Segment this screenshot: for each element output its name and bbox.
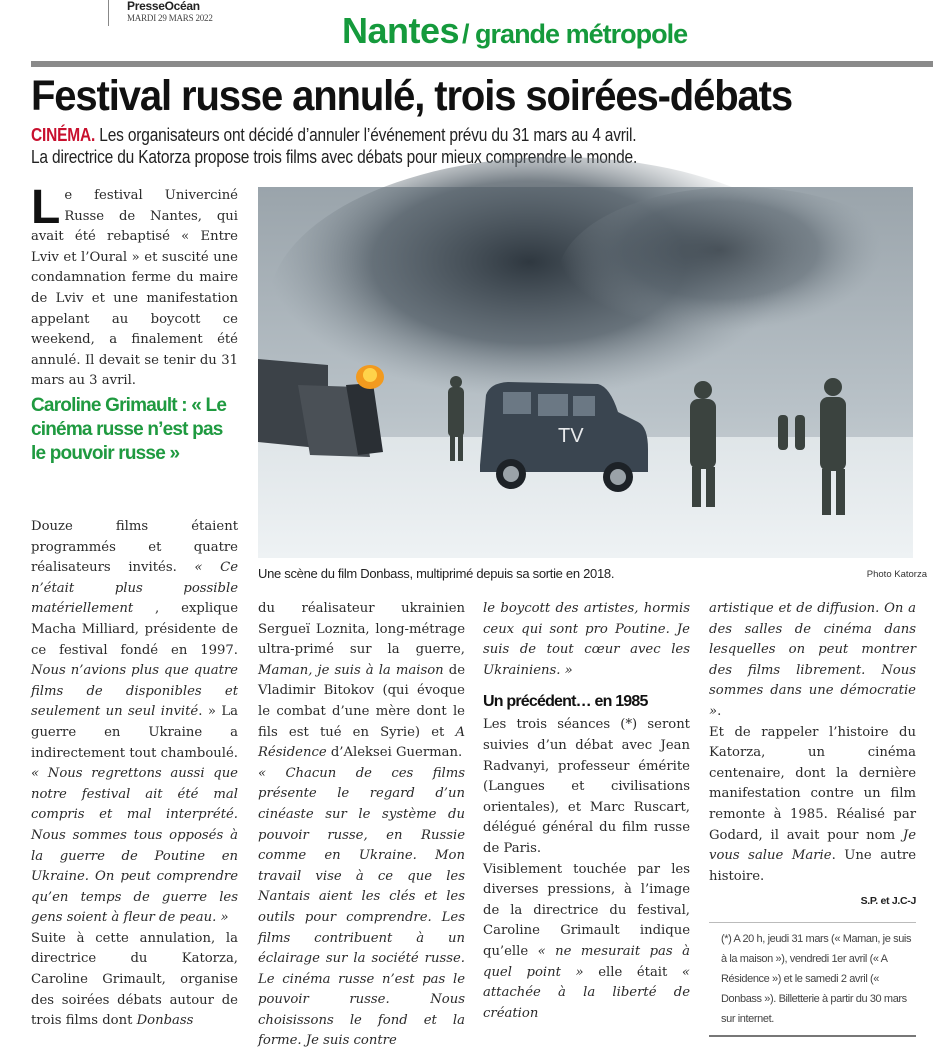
standfirst-line-2: La directrice du Katorza propose trois films avec débats pour mieux comprendre le monde. (31, 147, 638, 167)
text-run: Visiblement touchée par les diverses pressions, à l’image de la directrice du festival, Caroline Grimault indique qu’elle (483, 861, 690, 959)
text-run: . » La guerre en Ukraine a indirectement tout chamboulé. (31, 704, 238, 761)
photo-credit: Photo Katorza (866, 569, 927, 580)
column-1-intro (31, 181, 238, 392)
quote-run: le boycott des artistes, hormis ceux qui sont pro Poutine. Je suis de tout cœur avec les Ukrainiens. » (483, 601, 690, 678)
quote-run: artistique et de diffusion. On a des salles de cinéma dans lesquelles on peut montrer des films librement. Nous sommes dans une démocratie » (709, 601, 916, 719)
film-title: Donbass (136, 1013, 194, 1029)
text-run: Douze films étaient programmés et quatre réalisateurs invités. (31, 519, 238, 576)
paragraph-2-cont (258, 599, 465, 764)
text-run: Et de rappeler l’histoire du Katorza, un cinéma centenaire, dont la dernière manifestation contre un film remonte à 1985. Réalisé par Godard, il avait pour nom (709, 724, 916, 843)
text-run: d’Aleksei Guerman. (326, 745, 463, 761)
quote-run: Nous n’avions plus que quatre films de disponibles et seulement un seul invité (31, 663, 238, 720)
paragraph-2 (31, 929, 238, 1032)
photo-caption: Une scène du film Donbass, multiprimé depuis sa sortie en 2018. (258, 566, 615, 581)
rubric-city: Nantes (342, 10, 460, 51)
column-4 (709, 599, 916, 1037)
issue-date: MARDI 29 MARS 2022 (127, 13, 213, 23)
text-run: Suite à cette annulation, la directrice du Katorza, Caroline Grimault, organise des soirées débats autour de trois films dont (31, 930, 238, 1029)
paragraph-4: Les trois séances (*) seront suivies d’un débat avec Jean Radvanyi, professeur émérite (Langues et civilisations orientales), et Marc Ruscart, délégué général du film russe de Paris. (483, 717, 690, 856)
top-rule (31, 61, 933, 67)
standfirst-text-1: Les organisateurs ont décidé d’annuler l’événement prévu du 31 mars au 4 avril. (95, 125, 637, 145)
screening-footnote: (*) A 20 h, jeudi 31 mars (« Maman, je suis à la maison »), vendredi 1er avril (« A Résidence ») et le samedi 2 avril (« Donbass »). Billetterie à partir du 30 mars sur internet. (709, 922, 916, 1037)
standfirst-line-1 (31, 124, 805, 146)
author-signature: S.P. et J.C-J (860, 895, 916, 908)
text-run: de Vladimir Bitokov (qui évoque le combat d’une mère dont le fils est tué en Syrie) et (258, 662, 465, 740)
paragraph-6 (709, 723, 916, 888)
smoke-cloud-2 (558, 187, 918, 367)
column-1-body (31, 517, 238, 1032)
kicker-label: CINÉMA. (31, 125, 96, 145)
paragraph-3-cont (483, 599, 690, 681)
text-run: . (717, 703, 722, 719)
quote-run: « ne mesurait pas à quel point » (483, 943, 690, 980)
film-title: Je vous salue Marie (709, 827, 916, 864)
section-rubric (342, 10, 687, 52)
newspaper-logo: PresseOcéan (127, 0, 200, 13)
rubric-section: / grande métropole (462, 19, 688, 49)
section-subhead: Un précédent… en 1985 (483, 693, 648, 711)
quote-run: « attachée à la liberté de création (483, 964, 690, 1021)
column-3 (483, 599, 690, 1024)
article-subhead: Caroline Grimault : « Le cinéma russe n’est pas le pouvoir russe » (31, 395, 227, 464)
paragraph-5 (483, 860, 690, 1025)
paragraph-3 (258, 764, 465, 1052)
drop-cap: L (31, 181, 61, 234)
paragraph-5-cont (709, 599, 916, 723)
film-still-image (258, 187, 913, 558)
text-run: du réalisateur ukrainien Sergueï Loznita, long-métrage ultra-primé sur la guerre, (258, 601, 465, 658)
quote-run: « Chacun de ces films présente le regard d’un cinéaste sur le système du pouvoir russe, en Russie comme en Ukraine. Mon travail vise à ce que les Nantais aient les clés et les outils pour comprendre. Les films contribuent à un éclairage sur la société russe. Le cinéma russe n’est pas le pouvoir russe. Nous choisissons le fond et la forme. Je suis contre (258, 765, 465, 1049)
paragraph-1 (31, 517, 238, 929)
quote-run: « Ce n’était plus possible matériellement (31, 560, 238, 617)
film-title: Maman, je suis à la maison (258, 662, 444, 678)
text-run: elle était (583, 964, 682, 980)
article-headline: Festival russe annulé, trois soirées-débats (31, 72, 793, 120)
intro-paragraph: e festival Univerciné Russe de Nantes, qui avait été rebaptisé « Entre Lviv et l’Oural » et suscité une condamnation ferme du maire de Lviv et une manifestation appelant au boycott ce weekend, a finalement été annulé. Il devait se tenir du 31 mars au 3 avril. (31, 188, 238, 389)
column-2 (258, 599, 465, 1052)
quote-run: « Nous regrettons aussi que notre festival ait été mal compris et mal interprété. Nous sommes tous opposés à la guerre de Poutine en Ukraine. On peut comprendre qu’en temps de guerre les gens soient à fleur de peau. » (31, 766, 238, 926)
masthead (108, 0, 213, 26)
text-run: . Une autre histoire. (709, 848, 916, 884)
van-tv-label: TV (558, 425, 584, 447)
fire-icon (356, 365, 384, 389)
article-standfirst (31, 124, 931, 168)
film-title: A Résidence (258, 724, 465, 761)
text-run: , explique Macha Milliard, présidente de ce festival fondé en 1997. (31, 601, 238, 658)
article-photo (258, 187, 913, 558)
